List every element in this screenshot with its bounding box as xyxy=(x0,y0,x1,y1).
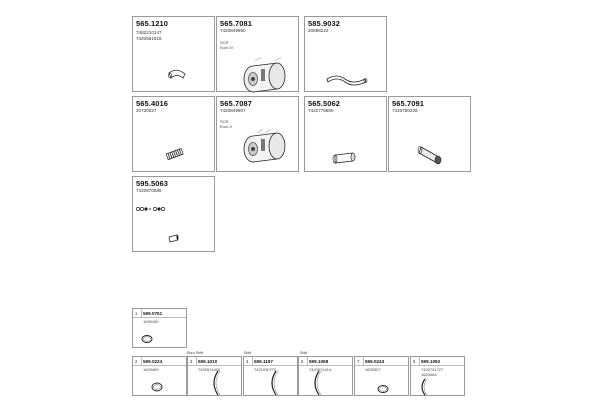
clamp-code: 599.0224 xyxy=(143,358,163,364)
part-note: SCR xyxy=(220,119,229,124)
part-card xyxy=(216,16,299,92)
part-code: 565.7081 xyxy=(220,19,253,28)
clamp-ring-icon xyxy=(133,177,216,253)
part-ref: 20898222 xyxy=(308,28,329,33)
section-label: Shift xyxy=(244,351,252,355)
clamp-card xyxy=(132,308,187,348)
section-label: Euro Shift xyxy=(187,351,203,355)
bent-pipe-icon xyxy=(305,17,388,93)
clamp-number: 4 xyxy=(246,359,249,364)
part-code: 565.7091 xyxy=(392,99,425,108)
clamp-card xyxy=(410,356,465,396)
part-card xyxy=(132,16,215,92)
band-clamp-icon xyxy=(188,357,243,397)
part-ref: 7422775800 xyxy=(308,108,334,113)
band-clamp-icon xyxy=(299,357,354,397)
clamp-card xyxy=(187,356,242,396)
part-ref: 7482210147 xyxy=(136,30,162,35)
clamp-number: 8 xyxy=(413,359,416,364)
clamp-ring-icon xyxy=(133,357,188,397)
part-ref: 7420581818 xyxy=(136,36,162,41)
part-ref: 20730027 xyxy=(136,108,157,113)
clamp-code: 599.1092 xyxy=(421,358,441,364)
clamp-ref: 7420574400 xyxy=(198,367,221,372)
muffler-icon xyxy=(217,17,300,93)
part-card xyxy=(132,176,215,252)
part-card xyxy=(216,96,299,172)
clamp-code: 599.1010 xyxy=(198,358,218,364)
clamp-code: 599.0751 xyxy=(143,310,163,316)
clamp-card xyxy=(243,356,298,396)
clamp-number: 1 xyxy=(135,311,138,316)
clamp-card xyxy=(132,356,187,396)
flex-hose-icon xyxy=(133,97,216,173)
part-code: 565.7087 xyxy=(220,99,253,108)
band-clamp-icon xyxy=(411,357,466,397)
clamp-ref: 1629469 xyxy=(143,367,159,372)
clamp-ref: 1629464 xyxy=(421,372,437,377)
part-code: 565.5062 xyxy=(308,99,341,108)
part-card xyxy=(132,96,215,172)
clamp-code: 599.1197 xyxy=(254,358,273,364)
clamp-ref: 7421030770 xyxy=(254,367,277,372)
clamp-ring-icon xyxy=(133,309,188,349)
clamp-ref: 1629307 xyxy=(365,367,381,372)
part-note: Euro IV xyxy=(220,45,234,50)
part-card xyxy=(304,96,387,172)
part-code: 565.1210 xyxy=(136,19,169,28)
part-note: Euro V xyxy=(220,124,233,129)
clamp-ref: 1630159 xyxy=(143,319,159,324)
part-ref: 7420870585 xyxy=(136,188,162,193)
clamp-ref: 7420574414 xyxy=(309,367,332,372)
band-clamp-icon xyxy=(244,357,299,397)
part-ref: 7420849950 xyxy=(220,28,246,33)
clamp-code: 599.1068 xyxy=(309,358,329,364)
clamp-code: 599.0243 xyxy=(365,358,385,364)
pipe-icon xyxy=(133,17,216,93)
clamp-ref: 7420741727 xyxy=(421,367,444,372)
part-ref: 7420780228 xyxy=(392,108,418,113)
tailpipe-icon xyxy=(305,97,388,173)
part-note: SCR xyxy=(220,40,229,45)
part-card xyxy=(304,16,387,92)
muffler-icon xyxy=(217,97,300,173)
clamp-number: 2 xyxy=(135,359,138,364)
clamp-card xyxy=(354,356,409,396)
part-code: 565.4016 xyxy=(136,99,169,108)
clamp-ring-icon xyxy=(355,357,410,397)
tailpipe-icon xyxy=(389,97,472,173)
part-code: 595.5063 xyxy=(136,179,169,188)
clamp-number: 3 xyxy=(190,359,193,364)
part-ref: 7420849907 xyxy=(220,108,246,113)
clamp-number: 7 xyxy=(357,359,360,364)
clamp-card xyxy=(298,356,353,396)
section-label: Shift xyxy=(300,351,308,355)
clamp-number: 5 xyxy=(301,359,304,364)
part-card xyxy=(388,96,471,172)
part-code: 585.9032 xyxy=(308,19,341,28)
